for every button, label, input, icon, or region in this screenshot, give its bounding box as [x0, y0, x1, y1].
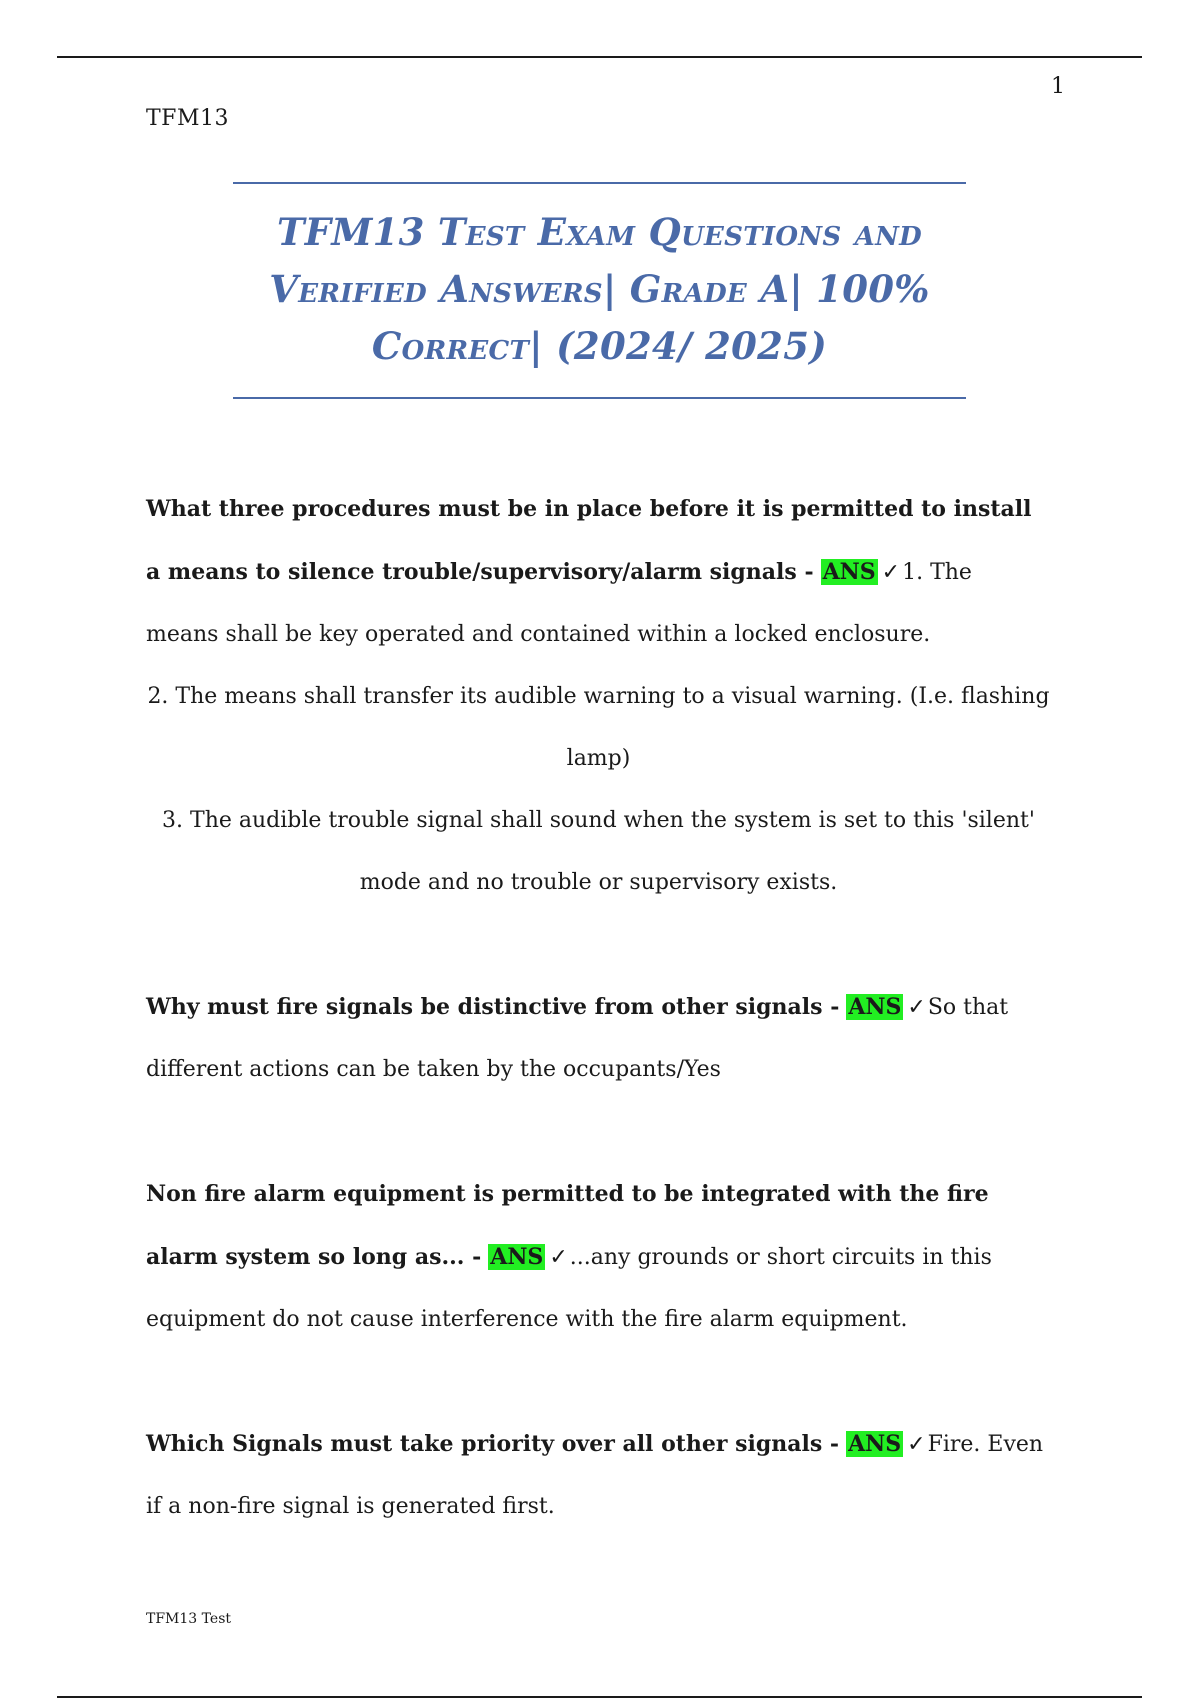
qa-item	[146, 1413, 1051, 1538]
page-number: 1	[1051, 74, 1065, 99]
qa-item	[146, 1163, 1051, 1351]
answer-continuation	[146, 666, 1051, 914]
title-line-3: Correct| (2024/ 2025)	[371, 324, 828, 368]
checkmark-icon: ✓	[549, 1245, 568, 1270]
question-text: Which Signals must take priority over all other signals -	[146, 1431, 840, 1457]
qa-paragraph	[146, 1413, 1051, 1538]
qa-paragraph	[146, 976, 1051, 1101]
qa-paragraph	[146, 478, 1051, 666]
answer-text: Fire. Even if a non-fire signal is generated first.	[146, 1432, 1044, 1519]
bottom-page-rule	[57, 1696, 1142, 1698]
question-text: Why must fire signals be distinctive from other signals -	[146, 994, 840, 1020]
qa-content	[146, 478, 1051, 1600]
top-page-rule	[57, 56, 1142, 58]
answer-text: ...any grounds or short circuits in this equipment do not cause interference with the fire alarm equipment.	[146, 1245, 992, 1332]
ans-highlight: ANS	[490, 1244, 544, 1270]
answer-text: 1. The means shall be key operated and contained within a locked enclosure.	[146, 560, 972, 647]
ans-highlight: ANS	[848, 1431, 902, 1457]
checkmark-icon: ✓	[907, 1432, 926, 1457]
ans-highlight: ANS	[848, 994, 902, 1020]
checkmark-icon: ✓	[881, 560, 901, 585]
document-title	[233, 204, 966, 375]
answer-item-2: 2. The means shall transfer its audible warning to a visual warning. (I.e. flashing lamp)	[147, 684, 1050, 771]
qa-item	[146, 478, 1051, 914]
title-line-2: Verified Answers| Grade A| 100%	[269, 267, 930, 311]
title-line-1: TFM13 Test Exam Questions and	[276, 210, 923, 254]
ans-highlight: ANS	[822, 559, 876, 585]
checkmark-icon: ✓	[907, 995, 926, 1020]
question-text: Non fire alarm equipment is permitted to be integrated with the fire alarm system so long as... -	[146, 1181, 989, 1270]
running-head: TFM13	[146, 106, 229, 131]
qa-paragraph	[146, 1163, 1051, 1351]
answer-text: So that different actions can be taken by the occupants/Yes	[146, 995, 1009, 1082]
question-text: What three procedures must be in place before it is permitted to install a means to silence trouble/supervisory/alarm signals -	[146, 496, 1032, 585]
answer-item-3: 3. The audible trouble signal shall sound when the system is set to this 'silent' mode and no trouble or supervisory exists.	[162, 808, 1035, 895]
document-title-block	[233, 182, 966, 399]
qa-item	[146, 976, 1051, 1101]
footer-note: TFM13 Test	[146, 1611, 231, 1627]
